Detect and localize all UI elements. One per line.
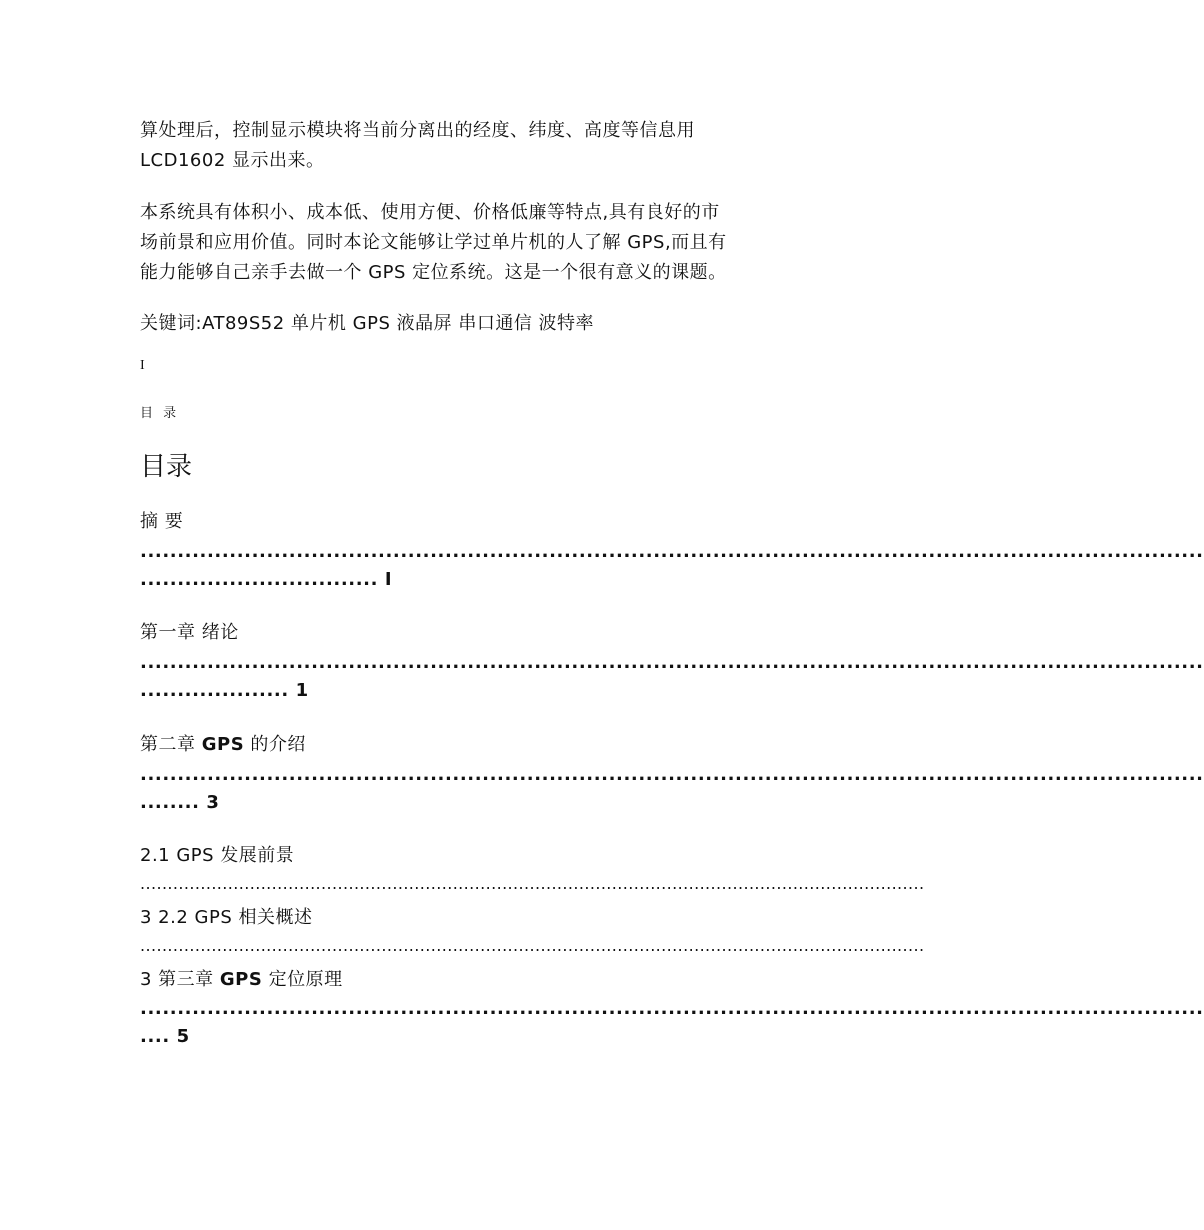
toc-entry-2-1-label[interactable]: 2.1 GPS 发展前景 [140,845,295,866]
toc-page-number: I [384,569,393,590]
text-line: LCD1602 显示出来。 [140,150,325,171]
toc-entry-chapter1-label[interactable]: 第一章 绪论 [140,622,239,643]
toc-dot-leader: ............................................................................................................................................... [140,764,1204,785]
page-number: I [140,358,145,373]
text-line: 算处理后，控制显示模块将当前分离出的经度、纬度、高度等信息用 [140,120,695,141]
text-line: 能力能够自己亲手去做一个 GPS 定位系统。这是一个很有意义的课题。 [140,262,727,283]
toc-page-number: 3 [206,792,220,813]
toc-page-number: 1 [295,680,309,701]
toc-entry-abstract-label[interactable]: 摘 要 [140,511,184,532]
toc-label-text: 的介绍 [244,734,306,755]
toc-label-bold: GPS [201,734,245,755]
toc-dot-leader: ................................ [140,569,379,590]
toc-entry-abstract-tail [140,569,392,591]
toc-entry-2-2-label[interactable]: 3 2.2 GPS 相关概述 [140,907,313,928]
abstract-paragraph-2 [140,198,727,288]
toc-dot-leader: ............................................................................................................................................... [140,652,1204,673]
text-line: 本系统具有体积小、成本低、使用方便、价格低廉等特点,具有良好的市 [140,202,720,223]
toc-label-text: 第二章 [140,734,202,755]
toc-dot-leader: ............................................................................................................................................... [140,998,1204,1019]
toc-dot-leader: ............................................................................................................................................... [140,936,925,955]
toc-title: 目录 [140,452,193,482]
toc-page-number: 5 [176,1026,190,1047]
toc-entry-chapter3-label[interactable] [140,965,343,991]
toc-label-text: 定位原理 [262,969,343,990]
toc-dot-leader: ............................................................................................................................................... [140,541,1204,562]
toc-dot-leader: .... [140,1026,170,1047]
toc-entry-chapter2-tail [140,792,220,814]
toc-dot-leader: ........ [140,792,200,813]
toc-label-text: 3 第三章 [140,969,220,990]
toc-entry-chapter2-label[interactable] [140,730,306,756]
text-line: 场前景和应用价值。同时本论文能够让学过单片机的人了解 GPS,而且有 [140,232,727,253]
keywords-line: 关键词:AT89S52 单片机 GPS 液晶屏 串口通信 波特率 [140,313,595,334]
running-header: 目 录 [140,406,180,421]
toc-dot-leader: .................... [140,680,289,701]
toc-entry-chapter3-tail [140,1026,190,1048]
toc-dot-leader: ............................................................................................................................................... [140,874,925,893]
toc-entry-chapter1-tail [140,680,309,702]
toc-label-bold: GPS [219,969,263,990]
abstract-paragraph-1 [140,116,695,176]
